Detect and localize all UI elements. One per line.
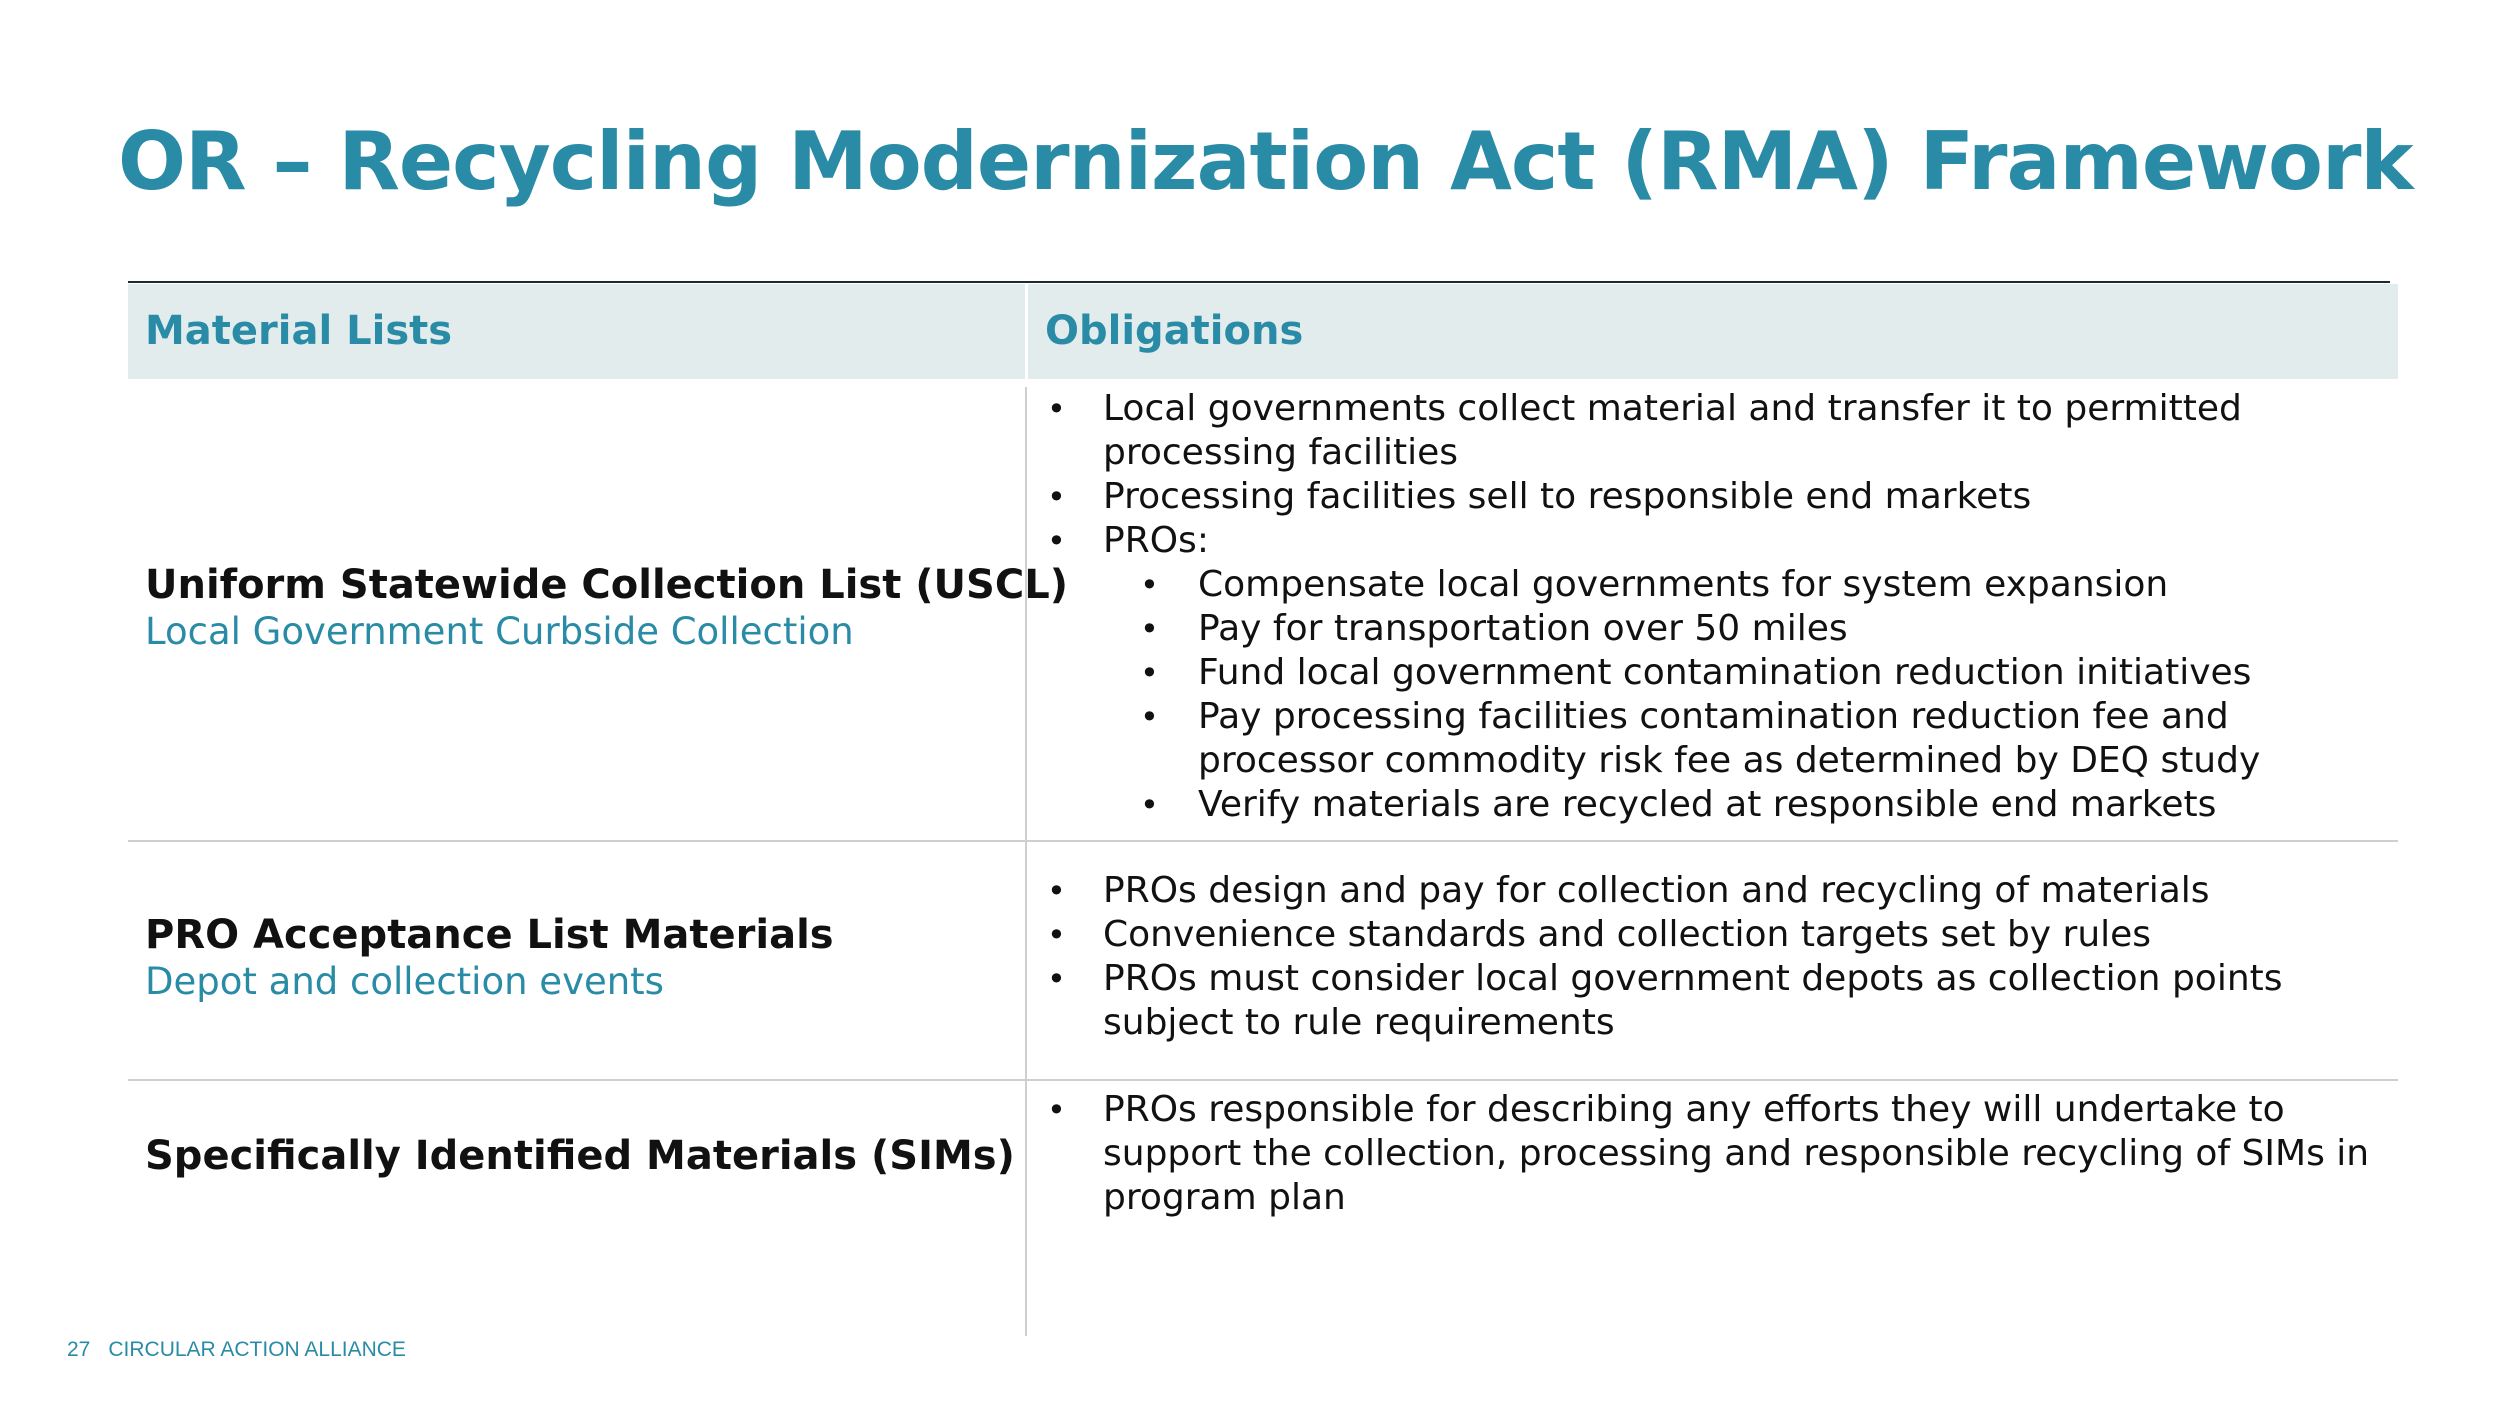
- row-divider: [128, 1079, 2398, 1081]
- obligation-item-label: PROs:: [1103, 520, 1209, 561]
- obligation-item: • PROs design and pay for collection and recycling of materials: [1045, 869, 2390, 913]
- obligation-item: • Convenience standards and collection targets set by rules: [1045, 913, 2390, 957]
- obligations-list-uscl: [1045, 387, 2390, 827]
- row-divider: [128, 840, 2398, 842]
- page-number: 27: [67, 1338, 91, 1361]
- material-name-uscl: Uniform Statewide Collection List (USCL): [145, 562, 1068, 608]
- sub-obligation-item: • Fund local government contamination reduction initiatives: [1103, 651, 2390, 695]
- obligation-item-pros: [1045, 519, 2390, 827]
- sub-obligation-item: • Verify materials are recycled at responsible end markets: [1103, 783, 2390, 827]
- header-obligations: Obligations: [1045, 308, 1304, 354]
- sub-obligation-item: • Compensate local governments for system expansion: [1103, 563, 2390, 607]
- obligation-item: • Local governments collect material and transfer it to permitted processing facilities: [1045, 387, 2390, 475]
- material-subtitle-pro-acceptance: Depot and collection events: [145, 960, 664, 1003]
- pros-sub-list: [1103, 563, 2390, 827]
- material-name-pro-acceptance: PRO Acceptance List Materials: [145, 912, 834, 958]
- slide-title: OR – Recycling Modernization Act (RMA) Framework: [118, 115, 2413, 208]
- obligations-list-pro-acceptance: [1045, 869, 2390, 1045]
- material-subtitle-uscl: Local Government Curbside Collection: [145, 610, 854, 653]
- table-header: [128, 284, 2398, 379]
- slide-footer: [67, 1338, 406, 1362]
- table-top-rule: [128, 281, 2390, 283]
- brand-name: CIRCULAR ACTION ALLIANCE: [108, 1338, 406, 1361]
- sub-obligation-item: • Pay processing facilities contamination reduction fee and processor commodity risk fee as determined by DEQ study: [1103, 695, 2390, 783]
- sub-obligation-item: • Pay for transportation over 50 miles: [1103, 607, 2390, 651]
- obligation-item: • PROs responsible for describing any efforts they will undertake to support the collection, processing and responsible recycling of SIMs in program plan: [1045, 1088, 2390, 1220]
- obligation-item: • PROs must consider local government depots as collection points subject to rule requirements: [1045, 957, 2390, 1045]
- header-column-divider: [1025, 284, 1028, 379]
- obligations-list-sims: [1045, 1088, 2390, 1220]
- column-divider: [1025, 387, 1027, 1336]
- obligation-item: • Processing facilities sell to responsible end markets: [1045, 475, 2390, 519]
- material-name-sims: Specifically Identified Materials (SIMs): [145, 1133, 1015, 1179]
- header-material-lists: Material Lists: [145, 308, 453, 354]
